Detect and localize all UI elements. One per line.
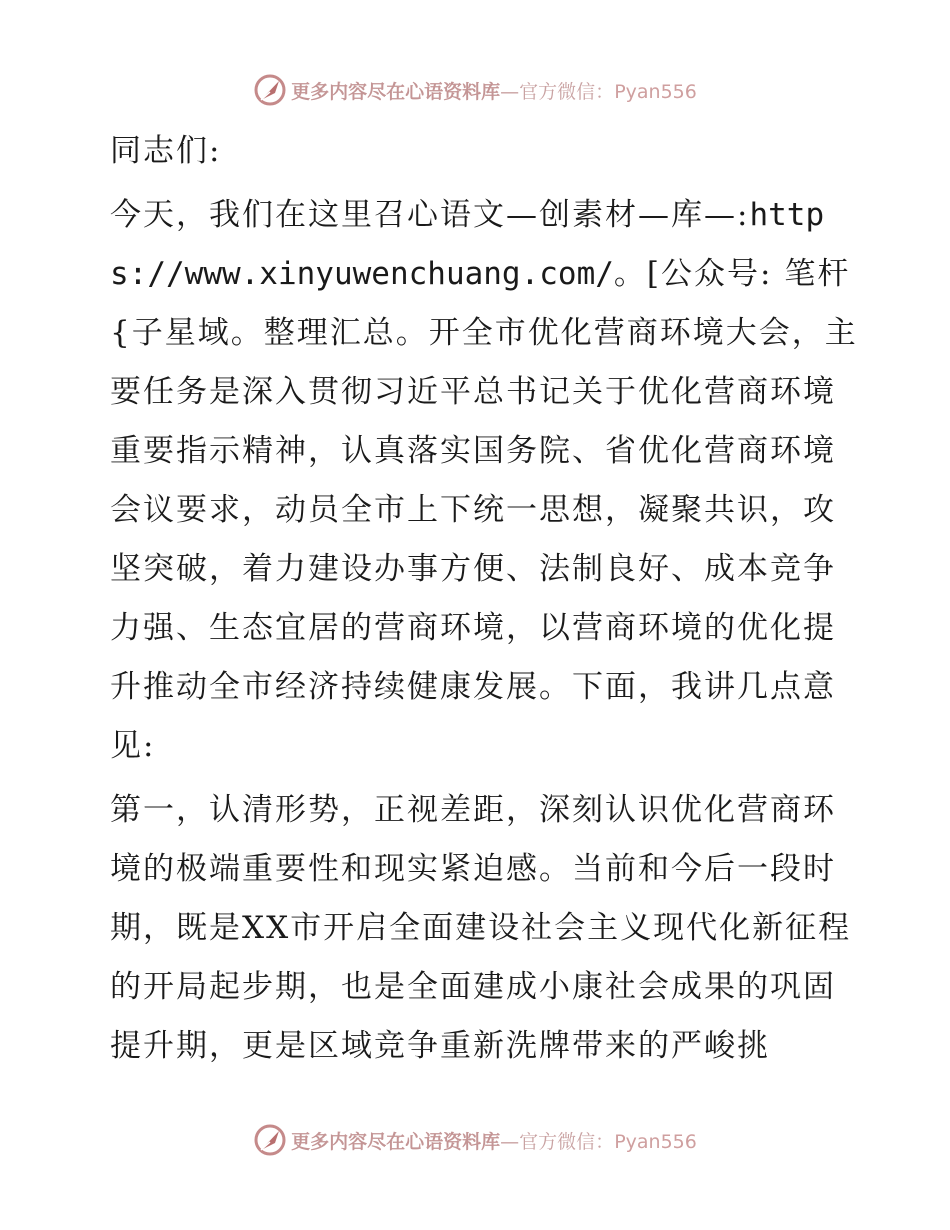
salutation: 同志们: bbox=[110, 133, 222, 169]
watermark-text: 更多内容尽在心语资料库—官方微信：Pyan556 bbox=[291, 1130, 697, 1153]
footer-watermark bbox=[0, 1120, 950, 1160]
paragraph-intro bbox=[98, 186, 858, 776]
quill-logo-icon bbox=[253, 1123, 287, 1157]
quill-logo-icon bbox=[253, 73, 287, 107]
header-watermark bbox=[0, 70, 950, 110]
source-url-link[interactable]: https://www.xinyuwenchuang.com/ bbox=[110, 197, 825, 292]
intro-text-a: 今天，我们在这里召心语文—创素材—库—: bbox=[110, 197, 750, 233]
intro-text-b: 。[公众号: 笔杆{子星域。整理汇总。开全市优化营商环境大会，主要任务是深入贯彻习近平总书记关于优化营商环境重要指示精神，认真落实国务院、省优化营商环境会议要求，动员全市上下统一思想，凝聚共识，攻坚突破，着力建设办事方便、法制良好、成本竞争力强、生态宜居的营商环境，以营商环境的优化提升推动全市经济持续健康发展。下面，我讲几点意见: bbox=[110, 256, 858, 764]
watermark-text: 更多内容尽在心语资料库—官方微信：Pyan556 bbox=[291, 80, 697, 103]
paragraph-section-one: 第一，认清形势，正视差距，深刻认识优化营商环境的极端重要性和现实紧迫感。当前和今后一段时期，既是XX市开启全面建设社会主义现代化新征程的开局起步期，也是全面建成小康社会成果的巩固提升期，更是区域竞争重新洗牌带来的严峻挑 bbox=[110, 792, 852, 1064]
document-body bbox=[98, 122, 858, 1076]
